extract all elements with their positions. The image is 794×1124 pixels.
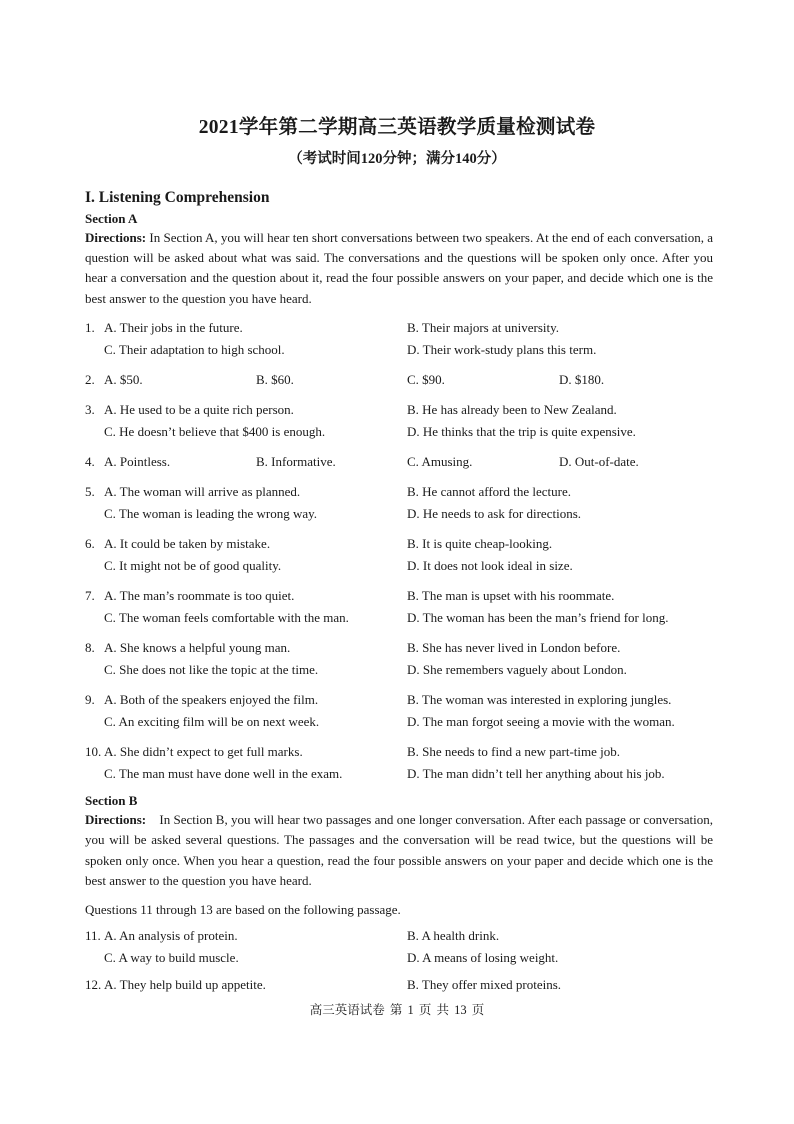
option-b: B. $60. [256,371,294,387]
question-number: 9. [85,691,95,707]
section-b-heading: Section B [85,792,138,808]
option-d: D. The man forgot seeing a movie with the woman. [407,713,675,729]
option-b: B. Their majors at university. [407,319,560,335]
question-4 [85,451,713,473]
section-a-directions [85,228,713,309]
question-number: 4. [85,453,95,469]
option-a: A. It could be taken by mistake. [104,535,271,551]
question-2 [85,369,713,391]
option-c: C. He doesn’t believe that $400 is enough. [104,423,326,439]
option-b: B. He has already been to New Zealand. [407,401,617,417]
option-a: A. Both of the speakers enjoyed the film. [104,691,319,707]
option-b: B. It is quite cheap-looking. [407,535,553,551]
question-number: 7. [85,587,95,603]
question-number: 1. [85,319,95,335]
question-10 [85,741,713,785]
option-a: A. She didn’t expect to get full marks. [104,743,303,759]
option-d: D. He needs to ask for directions. [407,505,582,521]
option-d: D. It does not look ideal in size. [407,557,573,573]
passage-lead: Questions 11 through 13 are based on the following passage. [85,901,401,917]
option-a: A. Their jobs in the future. [104,319,243,335]
question-7 [85,585,713,629]
question-8 [85,637,713,681]
exam-subtitle: （考试时间120分钟；满分140分） [288,151,506,167]
question-12 [85,974,713,996]
option-d: D. She remembers vaguely about London. [407,661,627,677]
question-number: 3. [85,401,95,417]
option-a: A. An analysis of protein. [104,927,238,943]
question-3 [85,399,713,443]
option-b: B. She has never lived in London before. [407,639,621,655]
question-number: 6. [85,535,95,551]
directions-text: In Section B, you will hear two passages and one longer conversation. After each passage or conversation, you will be asked several questions. The passages and the conversation will be read twice, but the questions will be spoken only once. When you hear a question, read the four possible answers on your paper and decide which one is the best answer to the question you have heard. [85,811,717,889]
question-number: 12. [85,976,102,992]
directions-text: In Section A, you will hear ten short conversations between two speakers. At the end of each conversation, a question will be asked about what was said. The conversations and the questions will be spoken only once. After you hear a conversation and the question about it, read the four possible answers on your paper, and decide which one is the best answer to the question you have heard. [85,230,713,306]
option-d: D. He thinks that the trip is quite expensive. [407,423,636,439]
option-a: A. The man’s roommate is too quiet. [104,587,295,603]
option-b: B. He cannot afford the lecture. [407,483,571,499]
option-c: C. It might not be of good quality. [104,557,282,573]
directions-label: Directions: [85,811,147,827]
option-a: A. The woman will arrive as planned. [104,483,301,499]
option-c: C. An exciting film will be on next week. [104,713,320,729]
option-b: B. She needs to find a new part-time job. [407,743,621,759]
question-6 [85,533,713,577]
option-c: C. $90. [407,371,445,387]
option-d: D. Out-of-date. [559,453,639,469]
page-footer: 高三英语试卷 第 1 页 共 13 页 [309,1003,485,1017]
option-c: C. She does not like the topic at the time. [104,661,319,677]
option-c: C. The man must have done well in the exam. [104,765,343,781]
option-c: C. Amusing. [407,453,473,469]
exam-title: 2021学年第二学期高三英语教学质量检测试卷 [198,117,596,138]
section-a-heading: Section A [85,211,138,226]
option-c: C. The woman feels comfortable with the man. [104,609,349,625]
question-5 [85,481,713,525]
option-b: B. They offer mixed proteins. [407,976,562,992]
option-b: B. A health drink. [407,927,500,943]
directions-label: Directions: [85,230,147,245]
option-b: B. Informative. [256,453,336,469]
option-a: A. She knows a helpful young man. [104,639,291,655]
option-b: B. The woman was interested in exploring jungles. [407,691,672,707]
option-b: B. The man is upset with his roommate. [407,587,615,603]
question-number: 10. [85,743,102,759]
section-b-directions [85,810,717,892]
question-number: 11. [85,927,101,943]
option-a: A. Pointless. [104,453,171,469]
option-c: C. A way to build muscle. [104,949,239,965]
option-d: D. A means of losing weight. [407,949,559,965]
option-d: D. The man didn’t tell her anything about his job. [407,765,665,781]
option-a: A. They help build up appetite. [104,976,266,992]
question-number: 5. [85,483,95,499]
option-d: D. The woman has been the man’s friend for long. [407,609,669,625]
option-c: C. Their adaptation to high school. [104,341,285,357]
question-11 [85,925,713,969]
question-number: 2. [85,371,95,387]
option-d: D. Their work-study plans this term. [407,341,597,357]
question-9 [85,689,713,733]
option-a: A. $50. [104,371,143,387]
question-1 [85,317,713,361]
part-heading: I. Listening Comprehension [85,189,270,206]
option-a: A. He used to be a quite rich person. [104,401,294,417]
exam-content [85,187,717,996]
option-c: C. The woman is leading the wrong way. [104,505,318,521]
option-d: D. $180. [559,371,605,387]
question-number: 8. [85,639,95,655]
